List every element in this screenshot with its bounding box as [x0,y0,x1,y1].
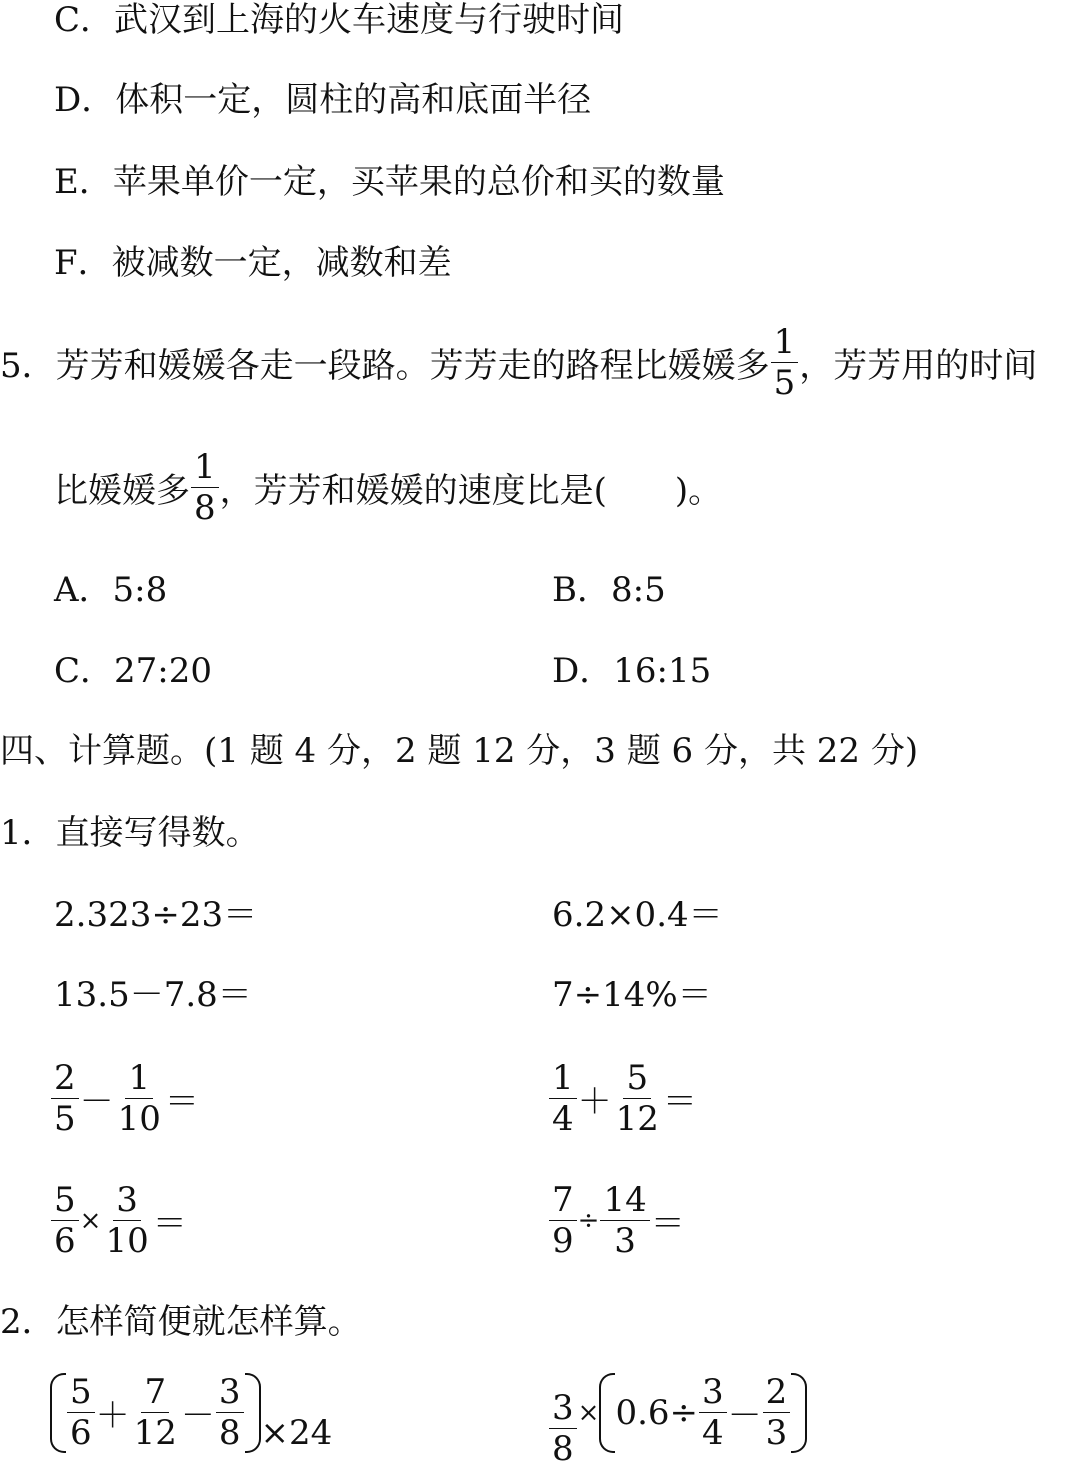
operator: ＋ [95,1396,130,1436]
fraction-denominator: 8 [552,1429,574,1469]
calc-q1-expr-5 [50,1058,199,1139]
operator: ÷ [577,1205,600,1236]
fraction-denominator: 5 [54,1099,76,1139]
fraction-numerator: 3 [699,1372,727,1413]
equals-sign: ＝ [164,1082,199,1122]
fraction-denominator: 8 [194,488,216,528]
inner-expression: 0.6÷ [615,1392,698,1433]
left-paren [599,1373,615,1453]
q5-option-b: B．8:5 [552,570,666,610]
fraction-denominator: 10 [105,1221,149,1261]
calc-q1-expr-7 [50,1180,187,1261]
fraction-numerator: 7 [141,1372,169,1413]
q5-fraction-one-fifth [771,322,799,403]
q4-option-d: D．体积一定，圆柱的高和底面半径 [54,80,592,120]
q5-option-c: C．27:20 [54,651,212,691]
q5-text-part4: ，芳芳和媛媛的速度比是( [219,471,607,511]
fraction-denominator: 3 [614,1221,636,1261]
fraction-denominator: 5 [773,363,796,403]
q5-option-a: A．5:8 [54,570,168,610]
q4-option-f: F．被减数一定，减数和差 [54,243,452,283]
operator: － [79,1082,114,1122]
fraction-numerator: 1 [549,1058,577,1099]
fraction-denominator: 12 [615,1099,659,1139]
fraction-denominator: 4 [702,1413,724,1453]
calc-q2-expr-1 [50,1372,332,1453]
expression-tail: ×24 [260,1412,333,1453]
operator: － [180,1396,215,1436]
calc-q2-expr-2 [548,1372,807,1469]
fraction-numerator: 5 [623,1058,651,1099]
q5-line1 [0,322,1037,403]
fraction-denominator: 10 [117,1099,161,1139]
fraction [67,1372,95,1453]
equals-sign: ＝ [650,1204,685,1244]
q5-fraction-one-eighth [191,447,219,528]
fraction-numerator: 3 [216,1372,244,1413]
fraction [549,1180,577,1261]
section-4-heading: 四、计算题。(1 题 4 分，2 题 12 分，3 题 6 分，共 22 分) [0,731,919,771]
operator: ＋ [577,1082,612,1122]
fraction-numerator: 7 [549,1180,577,1221]
fraction [763,1372,791,1453]
operator: × [79,1205,102,1236]
fraction-denominator: 6 [54,1221,76,1261]
q5-text-part2: ，芳芳用的时间 [799,346,1038,386]
fraction [216,1372,244,1453]
fraction-numerator: 1 [125,1058,153,1099]
fraction [115,1058,164,1139]
fraction-denominator: 4 [552,1099,574,1139]
q5-text-part5: )。 [674,471,723,511]
equals-sign: ＝ [152,1204,187,1244]
fraction-numerator: 2 [763,1372,791,1413]
fraction-numerator: 14 [600,1180,649,1221]
fraction-numerator: 3 [549,1388,577,1429]
right-paren [245,1373,261,1453]
calc-q1-expr-1: 2.323÷23＝ [54,895,258,935]
fraction-numerator: 3 [113,1180,141,1221]
calc-q1-expr-8 [548,1180,685,1261]
q4-option-e: E．苹果单价一定，买苹果的总价和买的数量 [54,162,725,202]
calc-q1-expr-3: 13.5－7.8＝ [54,975,252,1015]
operator: × [577,1397,600,1428]
fraction [51,1180,79,1261]
fraction-denominator: 3 [765,1413,788,1453]
fraction-numerator: 5 [51,1180,79,1221]
q5-text-part1: 5．芳芳和媛媛各走一段路。芳芳走的路程比媛媛多 [0,346,770,386]
fraction-denominator: 8 [218,1413,241,1453]
fraction-numerator: 2 [51,1058,79,1099]
fraction [549,1388,577,1469]
q5-option-d: D．16:15 [552,651,712,691]
q5-line2 [54,447,722,528]
fraction-numerator: 1 [191,447,219,488]
fraction [102,1180,151,1261]
left-paren [50,1373,66,1453]
fraction [549,1058,577,1139]
fraction-denominator: 12 [133,1413,177,1453]
q4-option-c: C．武汉到上海的火车速度与行驶时间 [54,0,625,40]
fraction [51,1058,79,1139]
q5-text-part3: 比媛媛多 [54,471,190,511]
equals-sign: ＝ [662,1082,697,1122]
fraction-denominator: 9 [552,1221,574,1261]
fraction [600,1180,649,1261]
fraction [613,1058,662,1139]
fraction [699,1372,727,1453]
fraction [131,1372,180,1453]
right-paren [791,1373,807,1453]
fraction-numerator: 5 [67,1372,95,1413]
fraction-denominator: 6 [70,1413,92,1453]
calc-q1-expr-2: 6.2×0.4＝ [552,895,723,935]
calc-q1-expr-4: 7÷14%＝ [552,975,712,1015]
operator: － [727,1396,762,1436]
fraction-numerator: 1 [771,322,799,363]
calc-q1-title: 1．直接写得数。 [0,813,260,853]
calc-q1-expr-6 [548,1058,697,1139]
calc-q2-title: 2．怎样简便就怎样算。 [0,1302,362,1342]
